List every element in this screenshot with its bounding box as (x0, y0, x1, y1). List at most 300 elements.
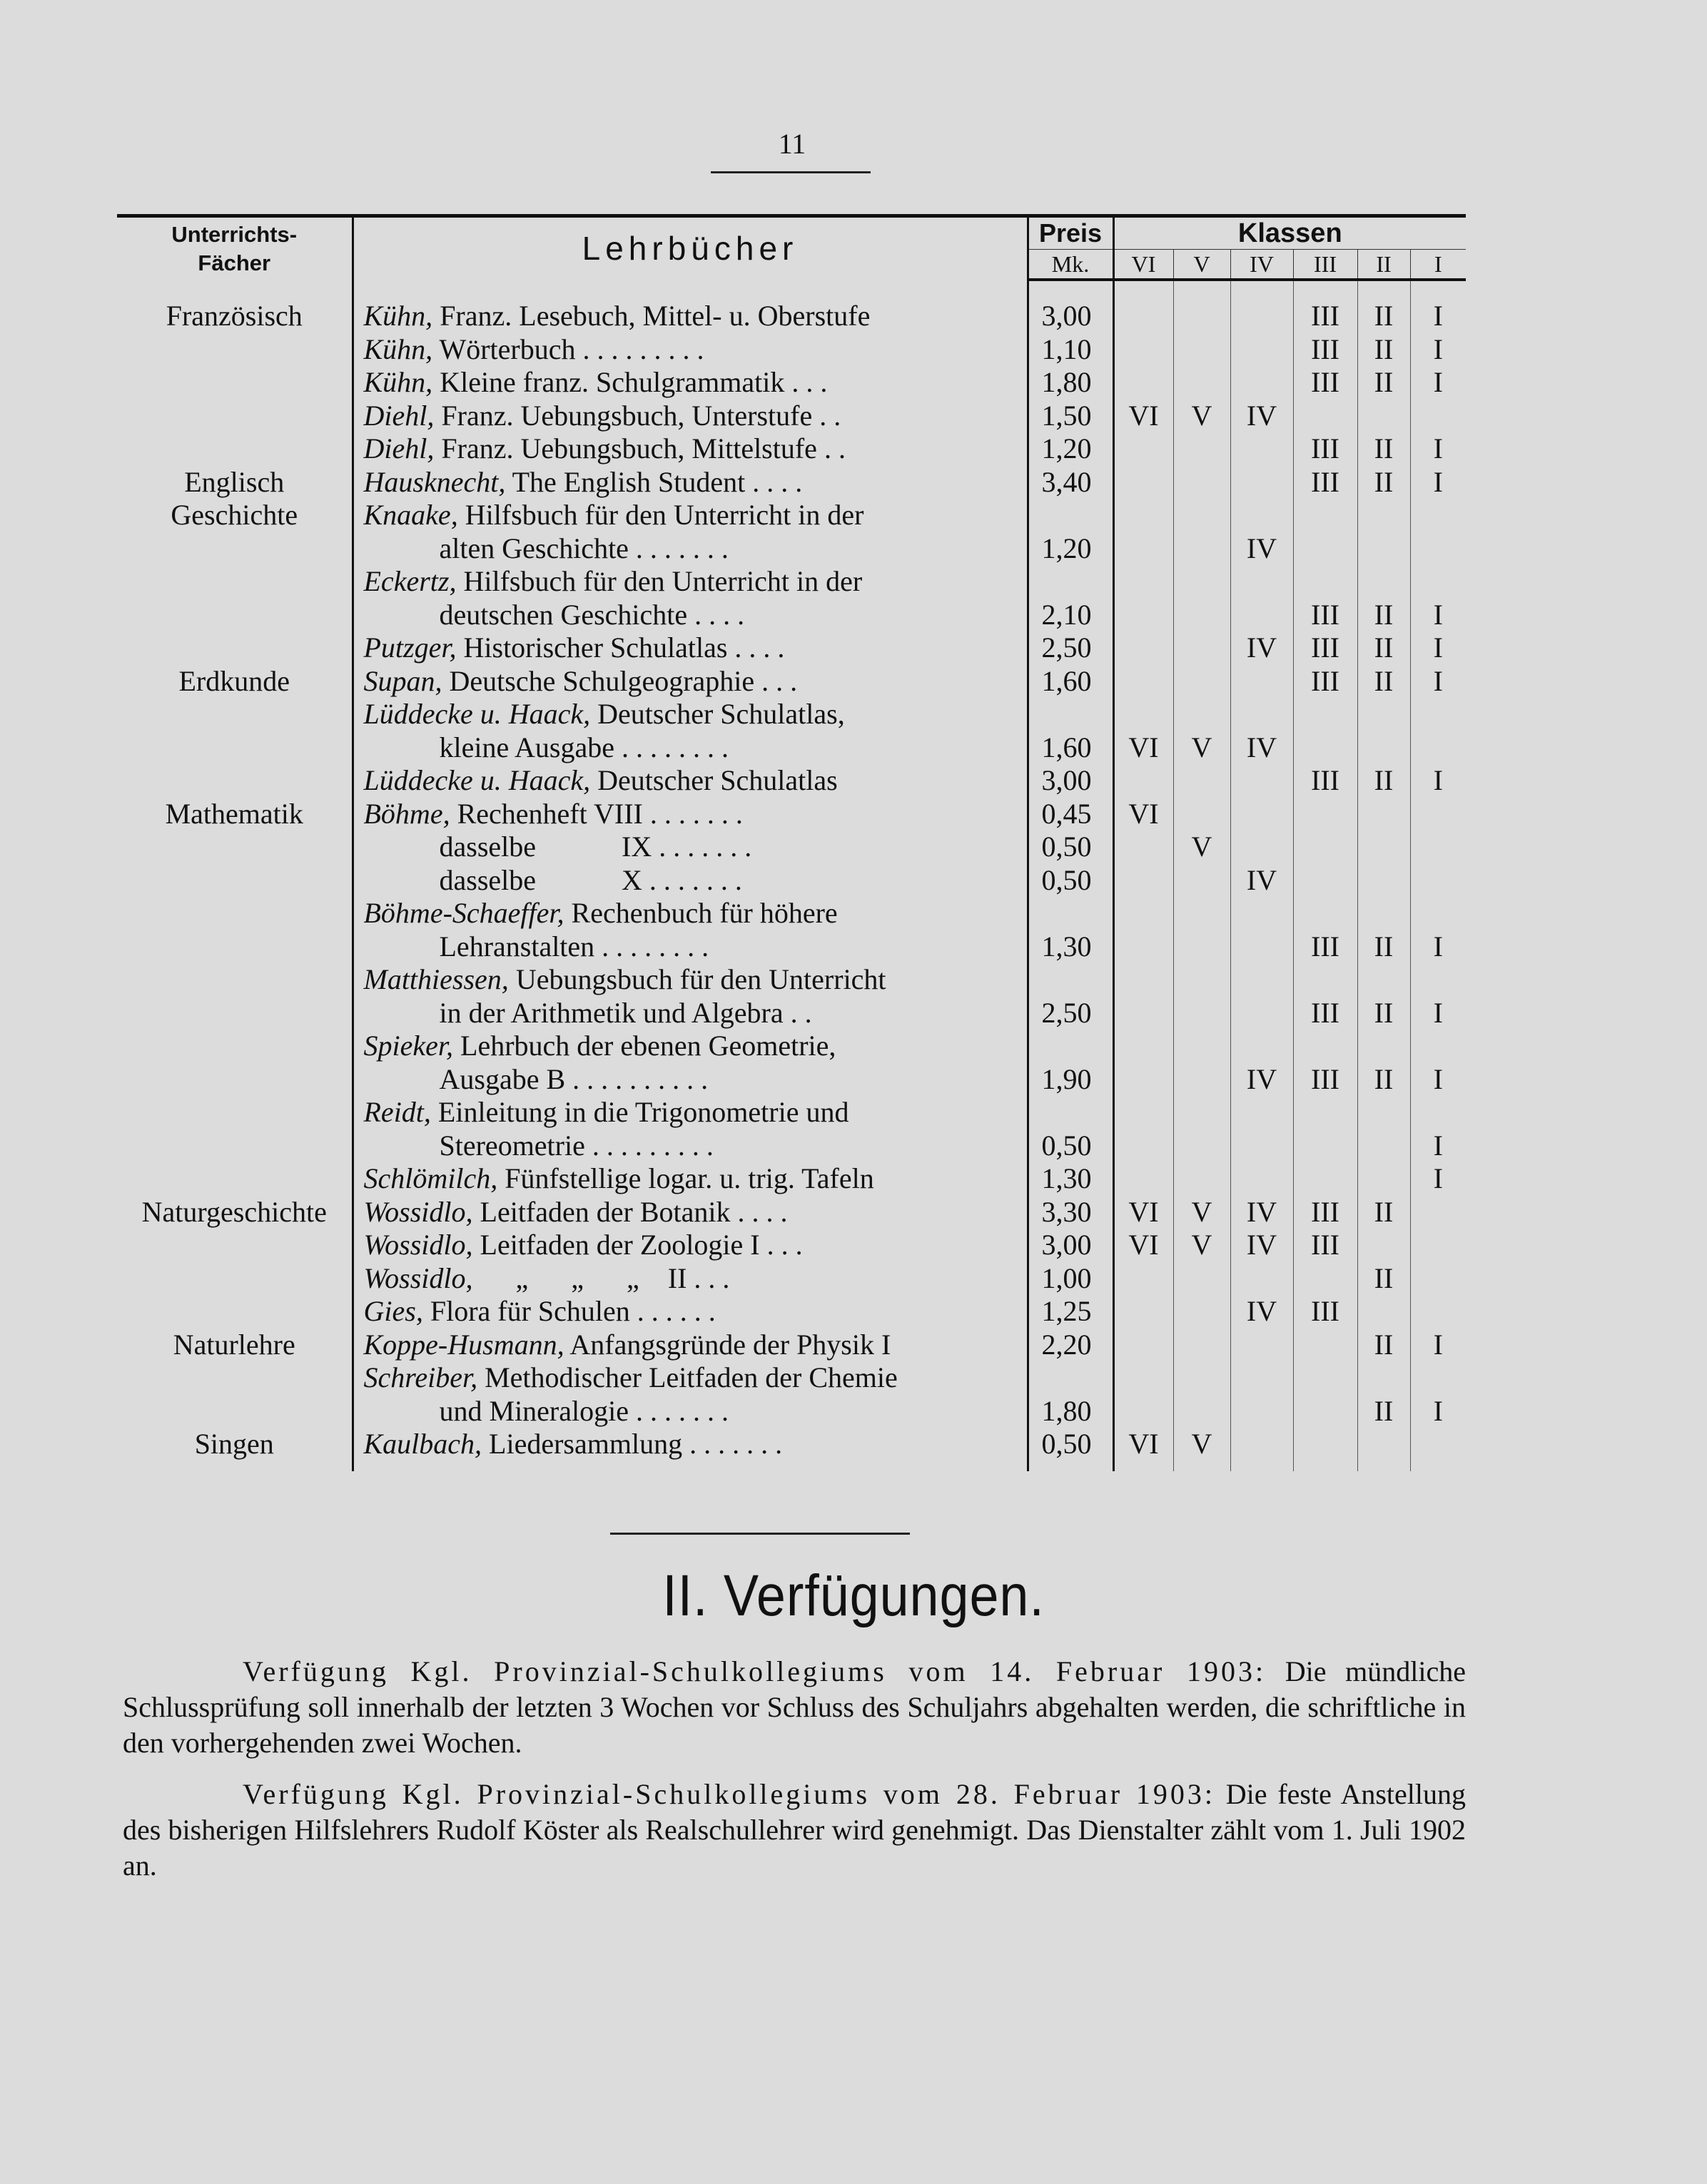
class-cell-IV (1230, 997, 1293, 1030)
subject-cell (117, 432, 353, 466)
class-cell-I (1410, 1196, 1466, 1229)
price-cell: 1,30 (1028, 930, 1113, 964)
class-cell-I: I (1410, 300, 1466, 333)
class-cell-II (1357, 1162, 1410, 1196)
class-cell-II: II (1357, 764, 1410, 798)
subject-header-line1: Unterrichts- (171, 221, 298, 247)
book-cell (353, 1129, 1028, 1163)
book-author: Schreiber, (363, 1361, 478, 1393)
subject-cell (117, 930, 353, 964)
book-cell (353, 963, 1028, 997)
subject-cell (117, 764, 353, 798)
decree-paragraph-1 (123, 1654, 1466, 1761)
class-cell-IV (1230, 432, 1293, 466)
class-cell-II (1357, 1030, 1410, 1063)
book-cell (353, 1063, 1028, 1097)
class-cell-I (1410, 731, 1466, 765)
class-cell-I (1410, 897, 1466, 930)
class-cell-III (1293, 864, 1357, 898)
table-row (117, 831, 1466, 864)
class-cell-IV (1230, 963, 1293, 997)
class-cell-V (1173, 1096, 1230, 1129)
class-cell-VI (1113, 1030, 1173, 1063)
subject-cell: Naturlehre (117, 1329, 353, 1362)
book-cell (353, 1096, 1028, 1129)
book-author: Wossidlo, (363, 1261, 473, 1294)
class-cell-I (1410, 1229, 1466, 1262)
book-cell (353, 997, 1028, 1030)
class-cell-II (1357, 565, 1410, 599)
book-title: Franz. Lesebuch, Mittel- u. Oberstufe (432, 300, 871, 332)
price-cell: 3,00 (1028, 1229, 1113, 1262)
book-title: The English Student . . . . (505, 465, 803, 498)
class-cell-VI: VI (1128, 1195, 1159, 1228)
book-cell (353, 864, 1028, 898)
book-title: Franz. Uebungsbuch, Mittelstufe . . (434, 432, 846, 464)
class-cell-II (1357, 1229, 1410, 1262)
price-cell: 1,10 (1028, 333, 1113, 367)
class-cell-V (1173, 1329, 1230, 1362)
book-cell (353, 930, 1028, 964)
class-cell-I: I (1410, 333, 1466, 367)
table-row (117, 897, 1466, 930)
class-cell-VI (1113, 499, 1173, 532)
price-cell: 2,50 (1028, 997, 1113, 1030)
class-cell-II (1357, 897, 1410, 930)
price-cell: 1,00 (1028, 1262, 1113, 1296)
class-cell-III: III (1293, 599, 1357, 632)
subject-cell (117, 1030, 353, 1063)
table-row (117, 731, 1466, 765)
class-cell-V (1173, 764, 1230, 798)
class-cell-III (1293, 831, 1357, 864)
class-cell-II (1357, 1361, 1410, 1395)
class-cell-IV (1230, 565, 1293, 599)
class-cell-III (1293, 1030, 1357, 1063)
book-author: Kühn, (363, 332, 433, 365)
price-cell: 3,30 (1028, 1196, 1113, 1229)
class-cell-IV: IV (1230, 1196, 1293, 1229)
table-row (117, 930, 1466, 964)
class-cell-II: II (1357, 300, 1410, 333)
class-cell-III: III (1293, 1196, 1357, 1229)
book-title: Historischer Schulatlas . . . . (456, 631, 785, 664)
class-cell-I (1410, 1262, 1466, 1296)
class-cell-V (1173, 466, 1230, 499)
class-cell-I (1410, 1428, 1466, 1471)
table-row (117, 698, 1466, 731)
book-cell (353, 1295, 1028, 1329)
subject-cell: Französisch (117, 300, 353, 333)
class-cell-III (1293, 698, 1357, 731)
subject-cell: Singen (117, 1428, 353, 1471)
price-cell: 1,80 (1028, 366, 1113, 400)
class-cell-IV (1230, 1129, 1293, 1163)
book-title: Uebungsbuch für den Unterricht (508, 963, 886, 995)
class-cell-IV (1230, 1096, 1293, 1129)
price-cell (1028, 1030, 1113, 1063)
price-cell (1028, 963, 1113, 997)
class-cell-III: III (1293, 333, 1357, 367)
class-cell-I (1410, 1295, 1466, 1329)
table-row (117, 599, 1466, 632)
decree-1-text: Die mündliche Schlussprüfung soll innerhalb der letzten 3 Wochen vor Schluss des Schuljahrs abgehalten werden, die schriftliche in den vorhergehenden zwei Wochen. (123, 1655, 1466, 1759)
book-title: Franz. Uebungsbuch, Unterstufe . . (434, 399, 841, 432)
subject-cell (117, 532, 353, 566)
class-cell-V (1173, 1162, 1230, 1196)
class-cell-V (1173, 333, 1230, 367)
class-cell-I: I (1410, 1063, 1466, 1097)
class-cell-V (1173, 631, 1230, 665)
class-cell-VI (1113, 1295, 1173, 1329)
class-cell-VI (1113, 1063, 1173, 1097)
book-title: alten Geschichte . . . . . . . (439, 532, 729, 564)
book-author: Matthiessen, (363, 963, 509, 995)
book-cell (353, 631, 1028, 665)
class-cell-IV: IV (1230, 1295, 1293, 1329)
price-cell: 2,10 (1028, 599, 1113, 632)
book-author: Eckertz, (363, 565, 457, 597)
book-cell (353, 1329, 1028, 1362)
book-author: Reidt, (363, 1096, 431, 1128)
book-title: Einleitung in die Trigonometrie und (430, 1096, 849, 1128)
class-cell-II (1357, 1096, 1410, 1129)
book-title: Flora für Schulen . . . . . . (422, 1295, 716, 1327)
class-cell-II (1357, 963, 1410, 997)
book-title: Hilfsbuch für den Unterricht in der (456, 565, 863, 597)
class-cell-II: II (1357, 432, 1410, 466)
class-cell-III (1293, 897, 1357, 930)
class-cell-VI (1113, 432, 1173, 466)
class-cell-V (1173, 1395, 1230, 1428)
class-cell-II: II (1357, 930, 1410, 964)
table-row (117, 1329, 1466, 1362)
book-title: Kleine franz. Schulgrammatik . . . (432, 366, 828, 398)
class-cell-II: II (1357, 631, 1410, 665)
section-title: II. Verfügungen. (662, 1563, 1045, 1628)
book-title: Liedersammlung . . . . . . . (482, 1428, 783, 1460)
class-cell-V (1173, 665, 1230, 699)
class-cell-IV: IV (1230, 864, 1293, 898)
price-cell: 1,90 (1028, 1063, 1113, 1097)
price-cell (1028, 1096, 1113, 1129)
class-cell-V (1173, 599, 1230, 632)
class-cell-V (1173, 300, 1230, 333)
table-row (117, 798, 1466, 831)
class-cell-I: I (1410, 997, 1466, 1030)
class-cell-I: I (1410, 764, 1466, 798)
class-cell-I: I (1410, 631, 1466, 665)
table-row (117, 631, 1466, 665)
class-cell-V: V (1173, 1428, 1230, 1471)
book-author: Schlömilch, (363, 1162, 498, 1194)
price-cell: 0,50 (1028, 1428, 1113, 1471)
class-cell-I: I (1410, 432, 1466, 466)
class-cell-II (1357, 798, 1410, 831)
subject-cell: Naturgeschichte (117, 1196, 353, 1229)
book-cell (353, 366, 1028, 400)
book-title: kleine Ausgabe . . . . . . . . (439, 731, 729, 763)
book-title: dasselbe X . . . . . . . (439, 863, 742, 896)
price-cell: 0,50 (1028, 864, 1113, 898)
table-row (117, 300, 1466, 333)
class-cell-I (1410, 532, 1466, 566)
class-cell-IV (1230, 665, 1293, 699)
class-cell-V: V (1173, 831, 1230, 864)
class-cell-III (1293, 798, 1357, 831)
subject-cell: Geschichte (117, 499, 353, 532)
class-cell-V (1173, 798, 1230, 831)
class-cell-III: III (1293, 665, 1357, 699)
class-cell-III: III (1293, 466, 1357, 499)
class-cell-I: I (1410, 366, 1466, 400)
book-cell (353, 1229, 1028, 1262)
subject-cell: Erdkunde (117, 665, 353, 699)
subject-cell (117, 864, 353, 898)
price-cell: 1,50 (1028, 400, 1113, 433)
book-title: Rechenheft VIII . . . . . . . (450, 797, 743, 830)
book-title: dasselbe IX . . . . . . . (439, 831, 752, 863)
class-cell-VI (1113, 997, 1173, 1030)
class-cell-I (1410, 698, 1466, 731)
class-cell-I (1410, 499, 1466, 532)
book-title: deutschen Geschichte . . . . (439, 598, 745, 631)
table-row (117, 1361, 1466, 1395)
class-cell-IV (1230, 466, 1293, 499)
class-cell-I: I (1410, 1395, 1466, 1428)
class-cell-VI (1113, 532, 1173, 566)
book-cell (353, 300, 1028, 333)
class-cell-IV (1230, 1329, 1293, 1362)
subject-cell (117, 400, 353, 433)
class-cell-VI (1113, 1162, 1173, 1196)
class-cell-I (1410, 798, 1466, 831)
table-row (117, 499, 1466, 532)
price-cell: 1,20 (1028, 532, 1113, 566)
class-cell-II (1357, 532, 1410, 566)
subject-cell (117, 565, 353, 599)
table-row (117, 1063, 1466, 1097)
book-title: Lehranstalten . . . . . . . . (439, 930, 709, 963)
class-cell-II (1357, 698, 1410, 731)
price-cell: 1,20 (1028, 432, 1113, 466)
class-cell-VI (1113, 698, 1173, 731)
book-author: Putzger, (363, 631, 457, 664)
class-cell-IV (1230, 897, 1293, 930)
class-cell-III: III (1293, 930, 1357, 964)
book-title: Wörterbuch . . . . . . . . . (432, 332, 704, 365)
class-cell-III (1293, 1329, 1357, 1362)
book-title: Deutscher Schulatlas (590, 764, 838, 796)
class-cell-I (1410, 831, 1466, 864)
class-cell-V (1173, 1262, 1230, 1296)
class-cell-V (1173, 1129, 1230, 1163)
class-cell-IV: IV (1230, 400, 1293, 433)
book-cell (353, 599, 1028, 632)
currency-header: Mk. (1028, 250, 1113, 280)
book-author: Knaake, (363, 499, 458, 531)
class-header-5: I (1410, 250, 1466, 280)
class-cell-II: II (1357, 1262, 1410, 1296)
table-spacer (117, 280, 1466, 300)
class-cell-VI (1113, 466, 1173, 499)
subject-cell (117, 1063, 353, 1097)
class-cell-I: I (1410, 665, 1466, 699)
subject-cell (117, 1295, 353, 1329)
class-cell-II: II (1357, 333, 1410, 367)
header-rule (711, 171, 871, 173)
class-cell-V: V (1173, 1229, 1230, 1262)
book-cell (353, 333, 1028, 367)
class-cell-III: III (1293, 631, 1357, 665)
class-cell-VI (1113, 1395, 1173, 1428)
book-title: Methodischer Leitfaden der Chemie (477, 1361, 898, 1393)
class-cell-IV (1230, 366, 1293, 400)
book-cell (353, 1162, 1028, 1196)
class-cell-IV (1230, 1395, 1293, 1428)
classes-column-header: Klassen (1113, 216, 1466, 250)
class-cell-III (1293, 731, 1357, 765)
price-cell: 1,25 (1028, 1295, 1113, 1329)
table-row (117, 665, 1466, 699)
class-cell-IV (1230, 1361, 1293, 1395)
subject-cell (117, 963, 353, 997)
class-cell-III (1293, 1129, 1357, 1163)
subject-cell (117, 1262, 353, 1296)
price-cell: 3,00 (1028, 764, 1113, 798)
price-cell: 0,50 (1028, 831, 1113, 864)
table-row (117, 1262, 1466, 1296)
book-cell (353, 1361, 1028, 1395)
price-cell: 2,50 (1028, 631, 1113, 665)
class-cell-VI (1113, 1129, 1173, 1163)
class-cell-VI (1113, 1262, 1173, 1296)
class-cell-II (1357, 499, 1410, 532)
book-title: Leitfaden der Zoologie I . . . (472, 1229, 803, 1261)
class-cell-IV (1230, 1030, 1293, 1063)
class-cell-I (1410, 1361, 1466, 1395)
subject-cell (117, 1395, 353, 1428)
table-row (117, 366, 1466, 400)
textbook-table (117, 214, 1466, 1471)
class-cell-II: II (1357, 1395, 1410, 1428)
subject-cell (117, 698, 353, 731)
class-cell-V: V (1173, 400, 1230, 433)
book-author: Spieker, (363, 1030, 454, 1062)
table-row (117, 333, 1466, 367)
class-cell-VI (1113, 565, 1173, 599)
class-cell-V (1173, 499, 1230, 532)
table-row (117, 565, 1466, 599)
class-header-1: V (1173, 250, 1230, 280)
class-cell-IV (1230, 1262, 1293, 1296)
class-cell-IV (1230, 1428, 1293, 1471)
price-cell: 3,00 (1028, 300, 1113, 333)
book-cell (353, 831, 1028, 864)
price-cell: 0,50 (1028, 1129, 1113, 1163)
class-cell-II: II (1357, 466, 1410, 499)
book-author: Böhme, (363, 797, 450, 830)
table-row (117, 1229, 1466, 1262)
class-cell-IV (1230, 300, 1293, 333)
class-cell-II (1357, 831, 1410, 864)
table-row (117, 1395, 1466, 1428)
price-cell (1028, 499, 1113, 532)
book-cell (353, 897, 1028, 930)
class-cell-III (1293, 1361, 1357, 1395)
book-author: Lüddecke u. Haack, (363, 698, 591, 730)
book-title: Rechenbuch für höhere (564, 897, 838, 929)
book-title: und Mineralogie . . . . . . . (439, 1394, 729, 1427)
subject-cell (117, 1162, 353, 1196)
subject-cell (117, 997, 353, 1030)
class-cell-II (1357, 731, 1410, 765)
table-row (117, 864, 1466, 898)
class-cell-I (1410, 400, 1466, 433)
class-cell-VI (1113, 1096, 1173, 1129)
table-row (117, 1428, 1466, 1471)
class-cell-VI: VI (1128, 1229, 1159, 1261)
table-row (117, 997, 1466, 1030)
class-cell-V (1173, 565, 1230, 599)
book-cell (353, 1196, 1028, 1229)
class-cell-II: II (1357, 366, 1410, 400)
book-cell (353, 1395, 1028, 1428)
class-cell-IV (1230, 698, 1293, 731)
class-cell-III (1293, 1262, 1357, 1296)
class-cell-II: II (1357, 1063, 1410, 1097)
class-cell-IV: IV (1230, 1063, 1293, 1097)
book-cell (353, 731, 1028, 765)
book-cell (353, 798, 1028, 831)
price-cell (1028, 897, 1113, 930)
table-row (117, 1295, 1466, 1329)
book-cell (353, 1030, 1028, 1063)
subject-cell (117, 599, 353, 632)
class-header-4: II (1357, 250, 1410, 280)
class-cell-II: II (1357, 1329, 1410, 1362)
class-cell-V (1173, 366, 1230, 400)
class-header-3: III (1293, 250, 1357, 280)
book-author: Koppe-Husmann, (363, 1328, 564, 1361)
subject-cell (117, 1229, 353, 1262)
class-cell-III (1293, 532, 1357, 566)
books-column-header: Lehrbücher (353, 216, 1028, 280)
class-cell-II: II (1357, 997, 1410, 1030)
book-cell (353, 764, 1028, 798)
class-cell-VI (1113, 300, 1173, 333)
class-cell-V (1173, 1030, 1230, 1063)
table-row (117, 532, 1466, 566)
book-title: Deutsche Schulgeographie . . . (442, 664, 798, 697)
class-cell-VI (1113, 631, 1173, 665)
book-title: Lehrbuch der ebenen Geometrie, (453, 1030, 836, 1062)
book-author: Böhme-Schaeffer, (363, 897, 564, 929)
class-cell-III (1293, 1428, 1357, 1471)
class-cell-I: I (1410, 930, 1466, 964)
class-cell-IV (1230, 499, 1293, 532)
class-cell-III: III (1293, 1063, 1357, 1097)
book-cell (353, 1262, 1028, 1296)
class-cell-II (1357, 864, 1410, 898)
class-cell-VI (1113, 764, 1173, 798)
book-cell (353, 499, 1028, 532)
class-cell-IV (1230, 930, 1293, 964)
class-cell-IV: IV (1230, 631, 1293, 665)
book-author: Lüddecke u. Haack, (363, 764, 591, 796)
book-cell (353, 665, 1028, 699)
class-cell-I (1410, 1030, 1466, 1063)
